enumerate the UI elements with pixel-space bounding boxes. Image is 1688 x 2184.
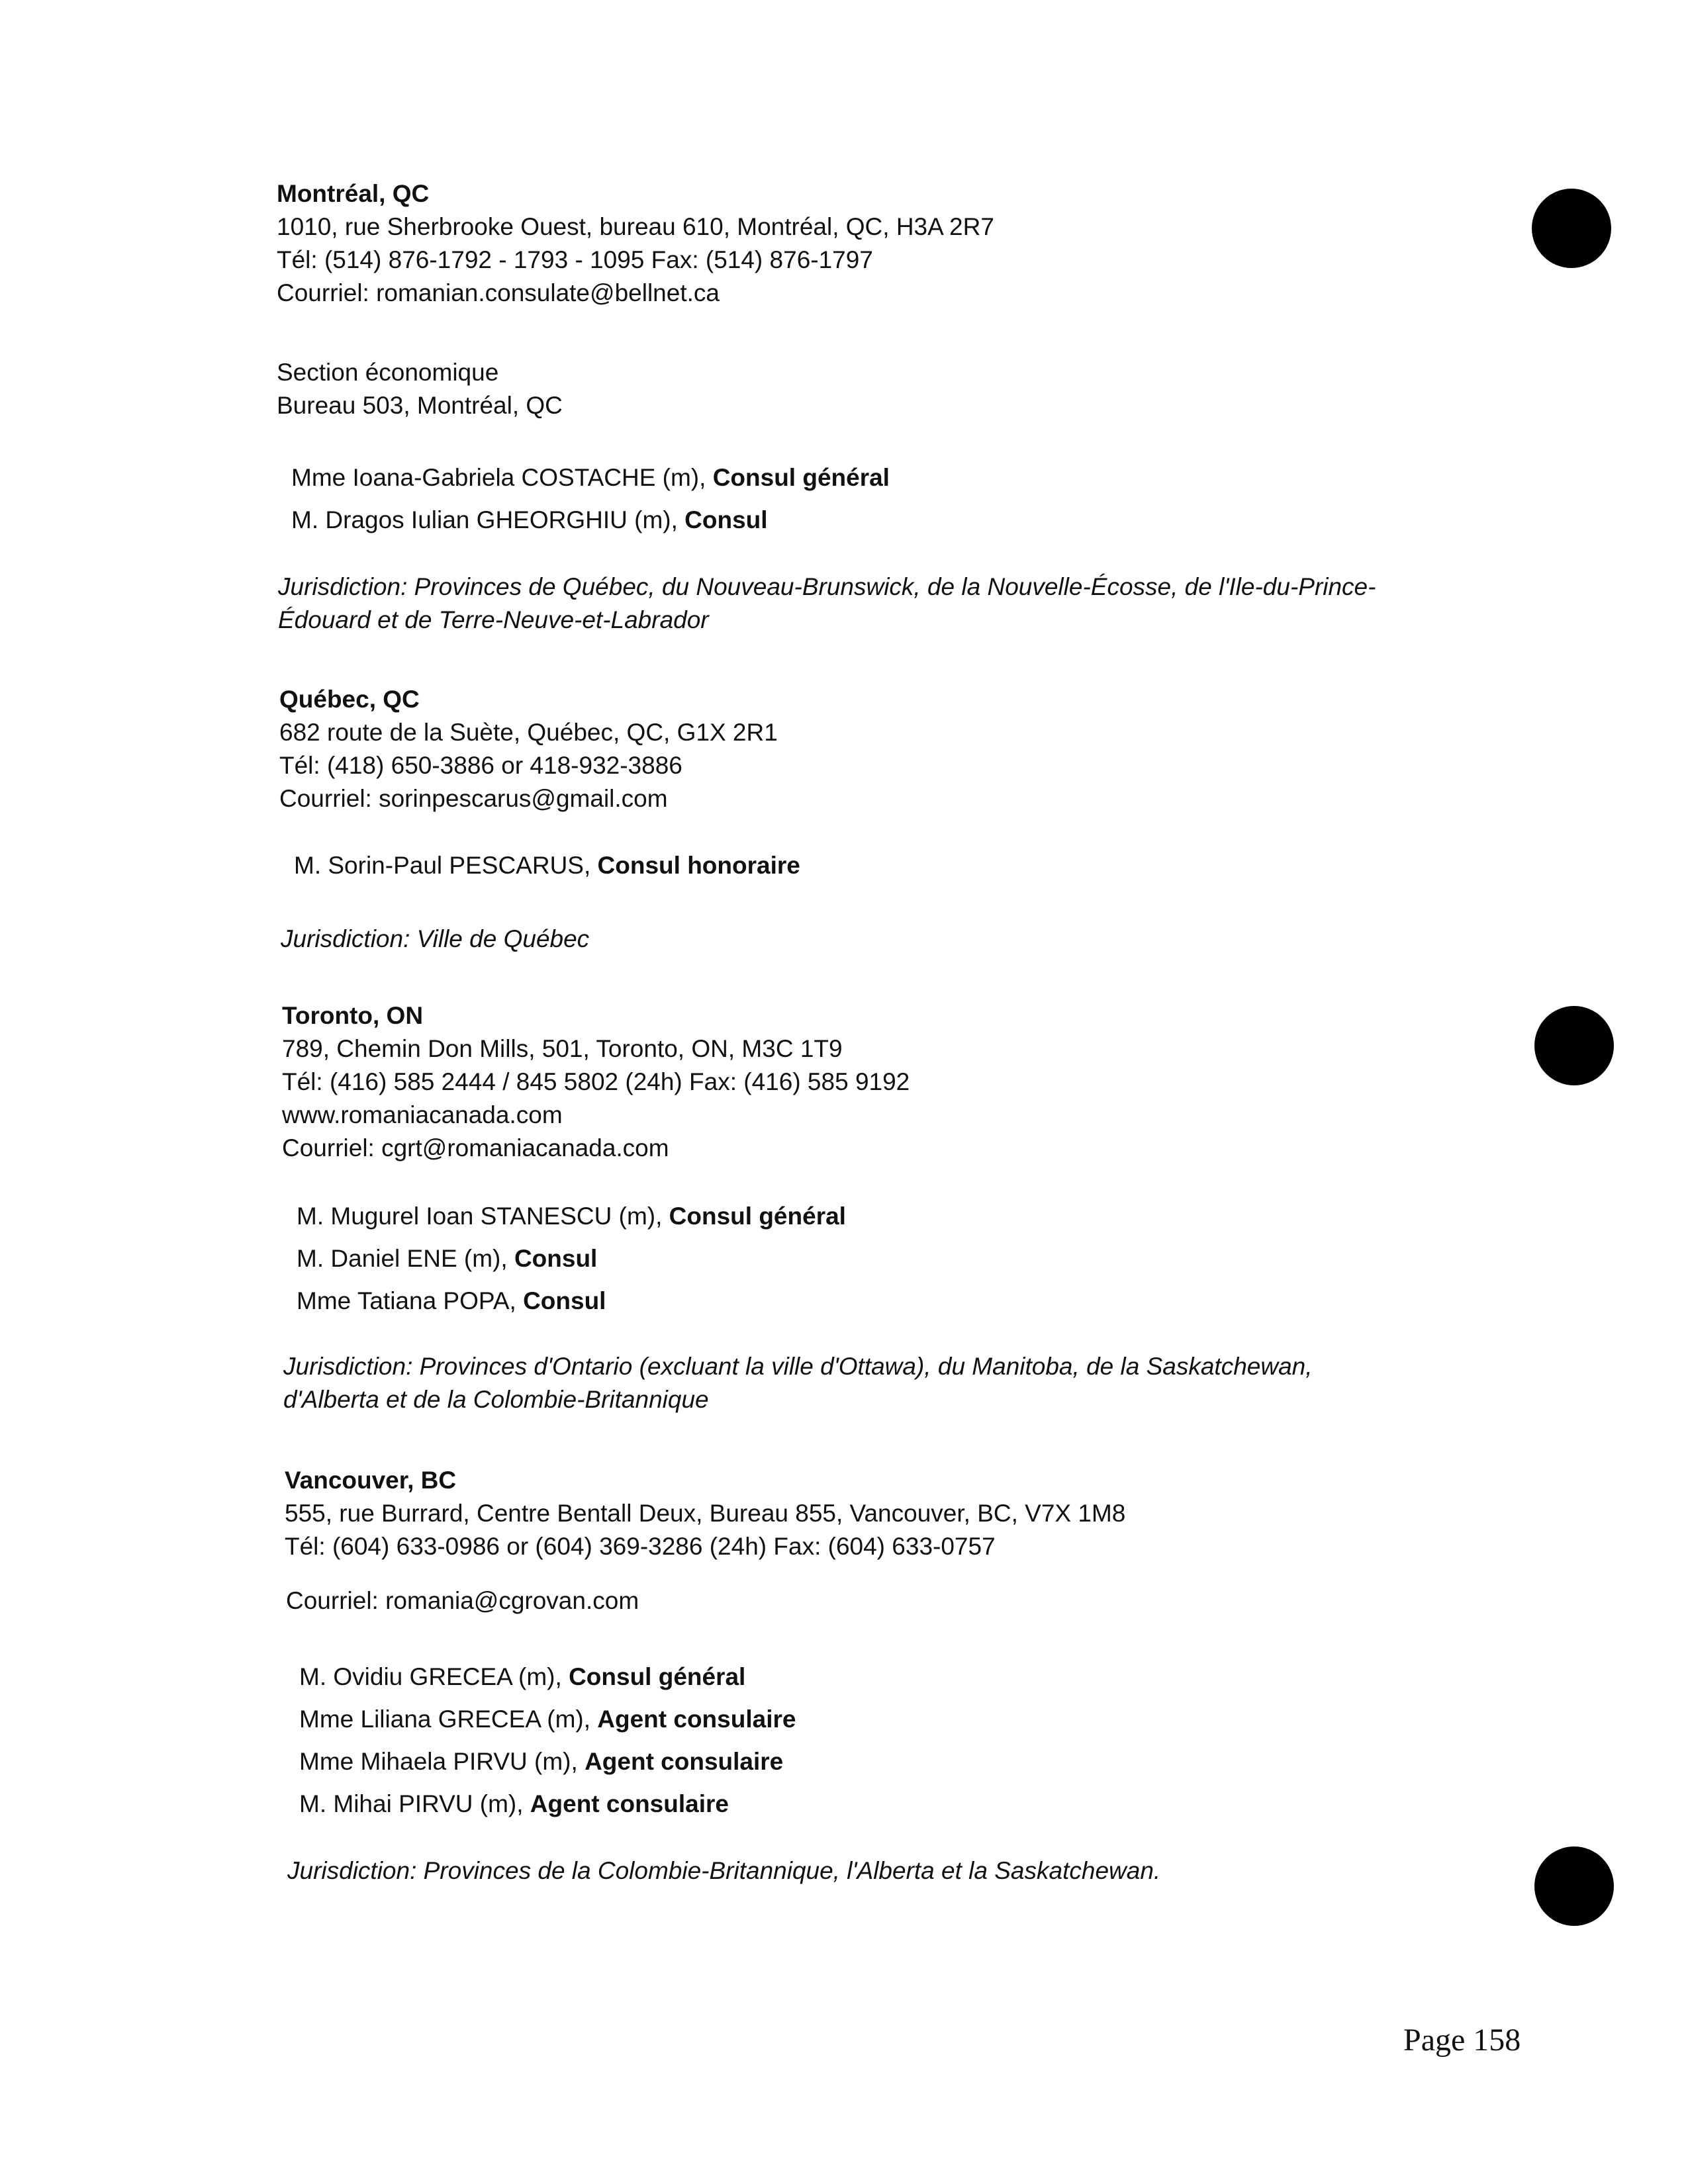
montreal-address-block [277, 177, 994, 310]
montreal-people [291, 457, 890, 541]
punch-hole-top [1532, 189, 1611, 268]
person-entry [299, 1656, 796, 1698]
montreal-address: 1010, rue Sherbrooke Ouest, bureau 610, Montréal, QC, H3A 2R7 [277, 213, 994, 240]
person-name: Mme Liliana GRECEA (m), [299, 1706, 598, 1733]
quebec-people [294, 844, 800, 887]
person-name: Mme Mihaela PIRVU (m), [299, 1748, 585, 1775]
person-name: M. Mihai PIRVU (m), [299, 1790, 530, 1817]
person-title: Consul honoraire [597, 852, 800, 879]
vancouver-phone: Tél: (604) 633-0986 or (604) 369-3286 (24h) Fax: (604) 633-0757 [285, 1533, 996, 1560]
toronto-web: www.romaniacanada.com [282, 1101, 563, 1128]
person-title: Consul général [569, 1663, 746, 1690]
montreal-email: Courriel: romanian.consulate@bellnet.ca [277, 279, 720, 306]
montreal-jurisdiction [278, 570, 1376, 637]
montreal-heading: Montréal, QC [277, 180, 430, 207]
person-title: Consul [684, 506, 768, 533]
person-entry [291, 499, 890, 541]
person-entry [291, 457, 890, 499]
montreal-section-address: Bureau 503, Montréal, QC [277, 392, 563, 419]
jurisdiction-line: Édouard et de Terre-Neuve-et-Labrador [278, 606, 709, 633]
toronto-email: Courriel: cgrt@romaniacanada.com [282, 1134, 669, 1161]
quebec-heading: Québec, QC [279, 686, 420, 713]
vancouver-address: 555, rue Burrard, Centre Bentall Deux, Bureau 855, Vancouver, BC, V7X 1M8 [285, 1500, 1126, 1527]
person-entry [297, 1280, 846, 1322]
person-name: M. Sorin-Paul PESCARUS, [294, 852, 598, 879]
person-title: Agent consulaire [597, 1706, 796, 1733]
quebec-address: 682 route de la Suète, Québec, QC, G1X 2R1 [279, 719, 778, 746]
montreal-section-block [277, 356, 563, 422]
toronto-phone: Tél: (416) 585 2444 / 845 5802 (24h) Fax: (416) 585 9192 [282, 1068, 910, 1095]
person-entry [294, 844, 800, 887]
montreal-section-title: Section économique [277, 359, 499, 386]
toronto-address-block [282, 999, 910, 1165]
person-entry [299, 1698, 796, 1741]
person-name: M. Ovidiu GRECEA (m), [299, 1663, 569, 1690]
jurisdiction-line: d'Alberta et de la Colombie-Britannique [283, 1386, 709, 1413]
person-title: Consul général [712, 464, 890, 491]
quebec-phone: Tél: (418) 650-3886 or 418-932-3886 [279, 752, 682, 779]
person-title: Agent consulaire [585, 1748, 784, 1775]
toronto-address: 789, Chemin Don Mills, 501, Toronto, ON, M3C 1T9 [282, 1035, 843, 1062]
punch-hole-bottom [1534, 1846, 1614, 1926]
person-entry [297, 1238, 846, 1280]
page-number: Page 158 [1403, 2023, 1521, 2058]
person-title: Agent consulaire [530, 1790, 729, 1817]
jurisdiction-line: Jurisdiction: Provinces d'Ontario (excluant la ville d'Ottawa), du Manitoba, de la Saskatchewan, [283, 1353, 1313, 1380]
jurisdiction-line: Jurisdiction: Provinces de la Colombie-Britannique, l'Alberta et la Saskatchewan. [287, 1857, 1161, 1884]
person-entry [299, 1783, 796, 1825]
quebec-email: Courriel: sorinpescarus@gmail.com [279, 785, 668, 812]
jurisdiction-line: Jurisdiction: Ville de Québec [281, 925, 590, 952]
vancouver-email: Courriel: romania@cgrovan.com [286, 1587, 639, 1614]
vancouver-heading: Vancouver, BC [285, 1467, 457, 1494]
person-name: M. Mugurel Ioan STANESCU (m), [297, 1203, 669, 1230]
vancouver-jurisdiction [287, 1854, 1160, 1888]
person-name: Mme Tatiana POPA, [297, 1287, 524, 1314]
vancouver-people [299, 1656, 796, 1825]
vancouver-email-block [286, 1584, 639, 1617]
person-name: M. Dragos Iulian GHEORGHIU (m), [291, 506, 685, 533]
person-title: Consul [523, 1287, 606, 1314]
person-name: Mme Ioana-Gabriela COSTACHE (m), [291, 464, 713, 491]
montreal-phone: Tél: (514) 876-1792 - 1793 - 1095 Fax: (514) 876-1797 [277, 246, 873, 273]
person-title: Consul [514, 1245, 598, 1272]
quebec-jurisdiction [281, 923, 589, 956]
toronto-jurisdiction [283, 1350, 1313, 1416]
quebec-address-block [279, 683, 778, 815]
jurisdiction-line: Jurisdiction: Provinces de Québec, du Nouveau-Brunswick, de la Nouvelle-Écosse, de l'Ile-du-Prince- [278, 573, 1376, 600]
toronto-heading: Toronto, ON [282, 1002, 424, 1029]
person-entry [297, 1195, 846, 1238]
toronto-people [297, 1195, 846, 1322]
punch-hole-middle [1534, 1006, 1614, 1085]
person-name: M. Daniel ENE (m), [297, 1245, 514, 1272]
vancouver-address-block [285, 1464, 1125, 1563]
person-title: Consul général [669, 1203, 846, 1230]
person-entry [299, 1741, 796, 1783]
